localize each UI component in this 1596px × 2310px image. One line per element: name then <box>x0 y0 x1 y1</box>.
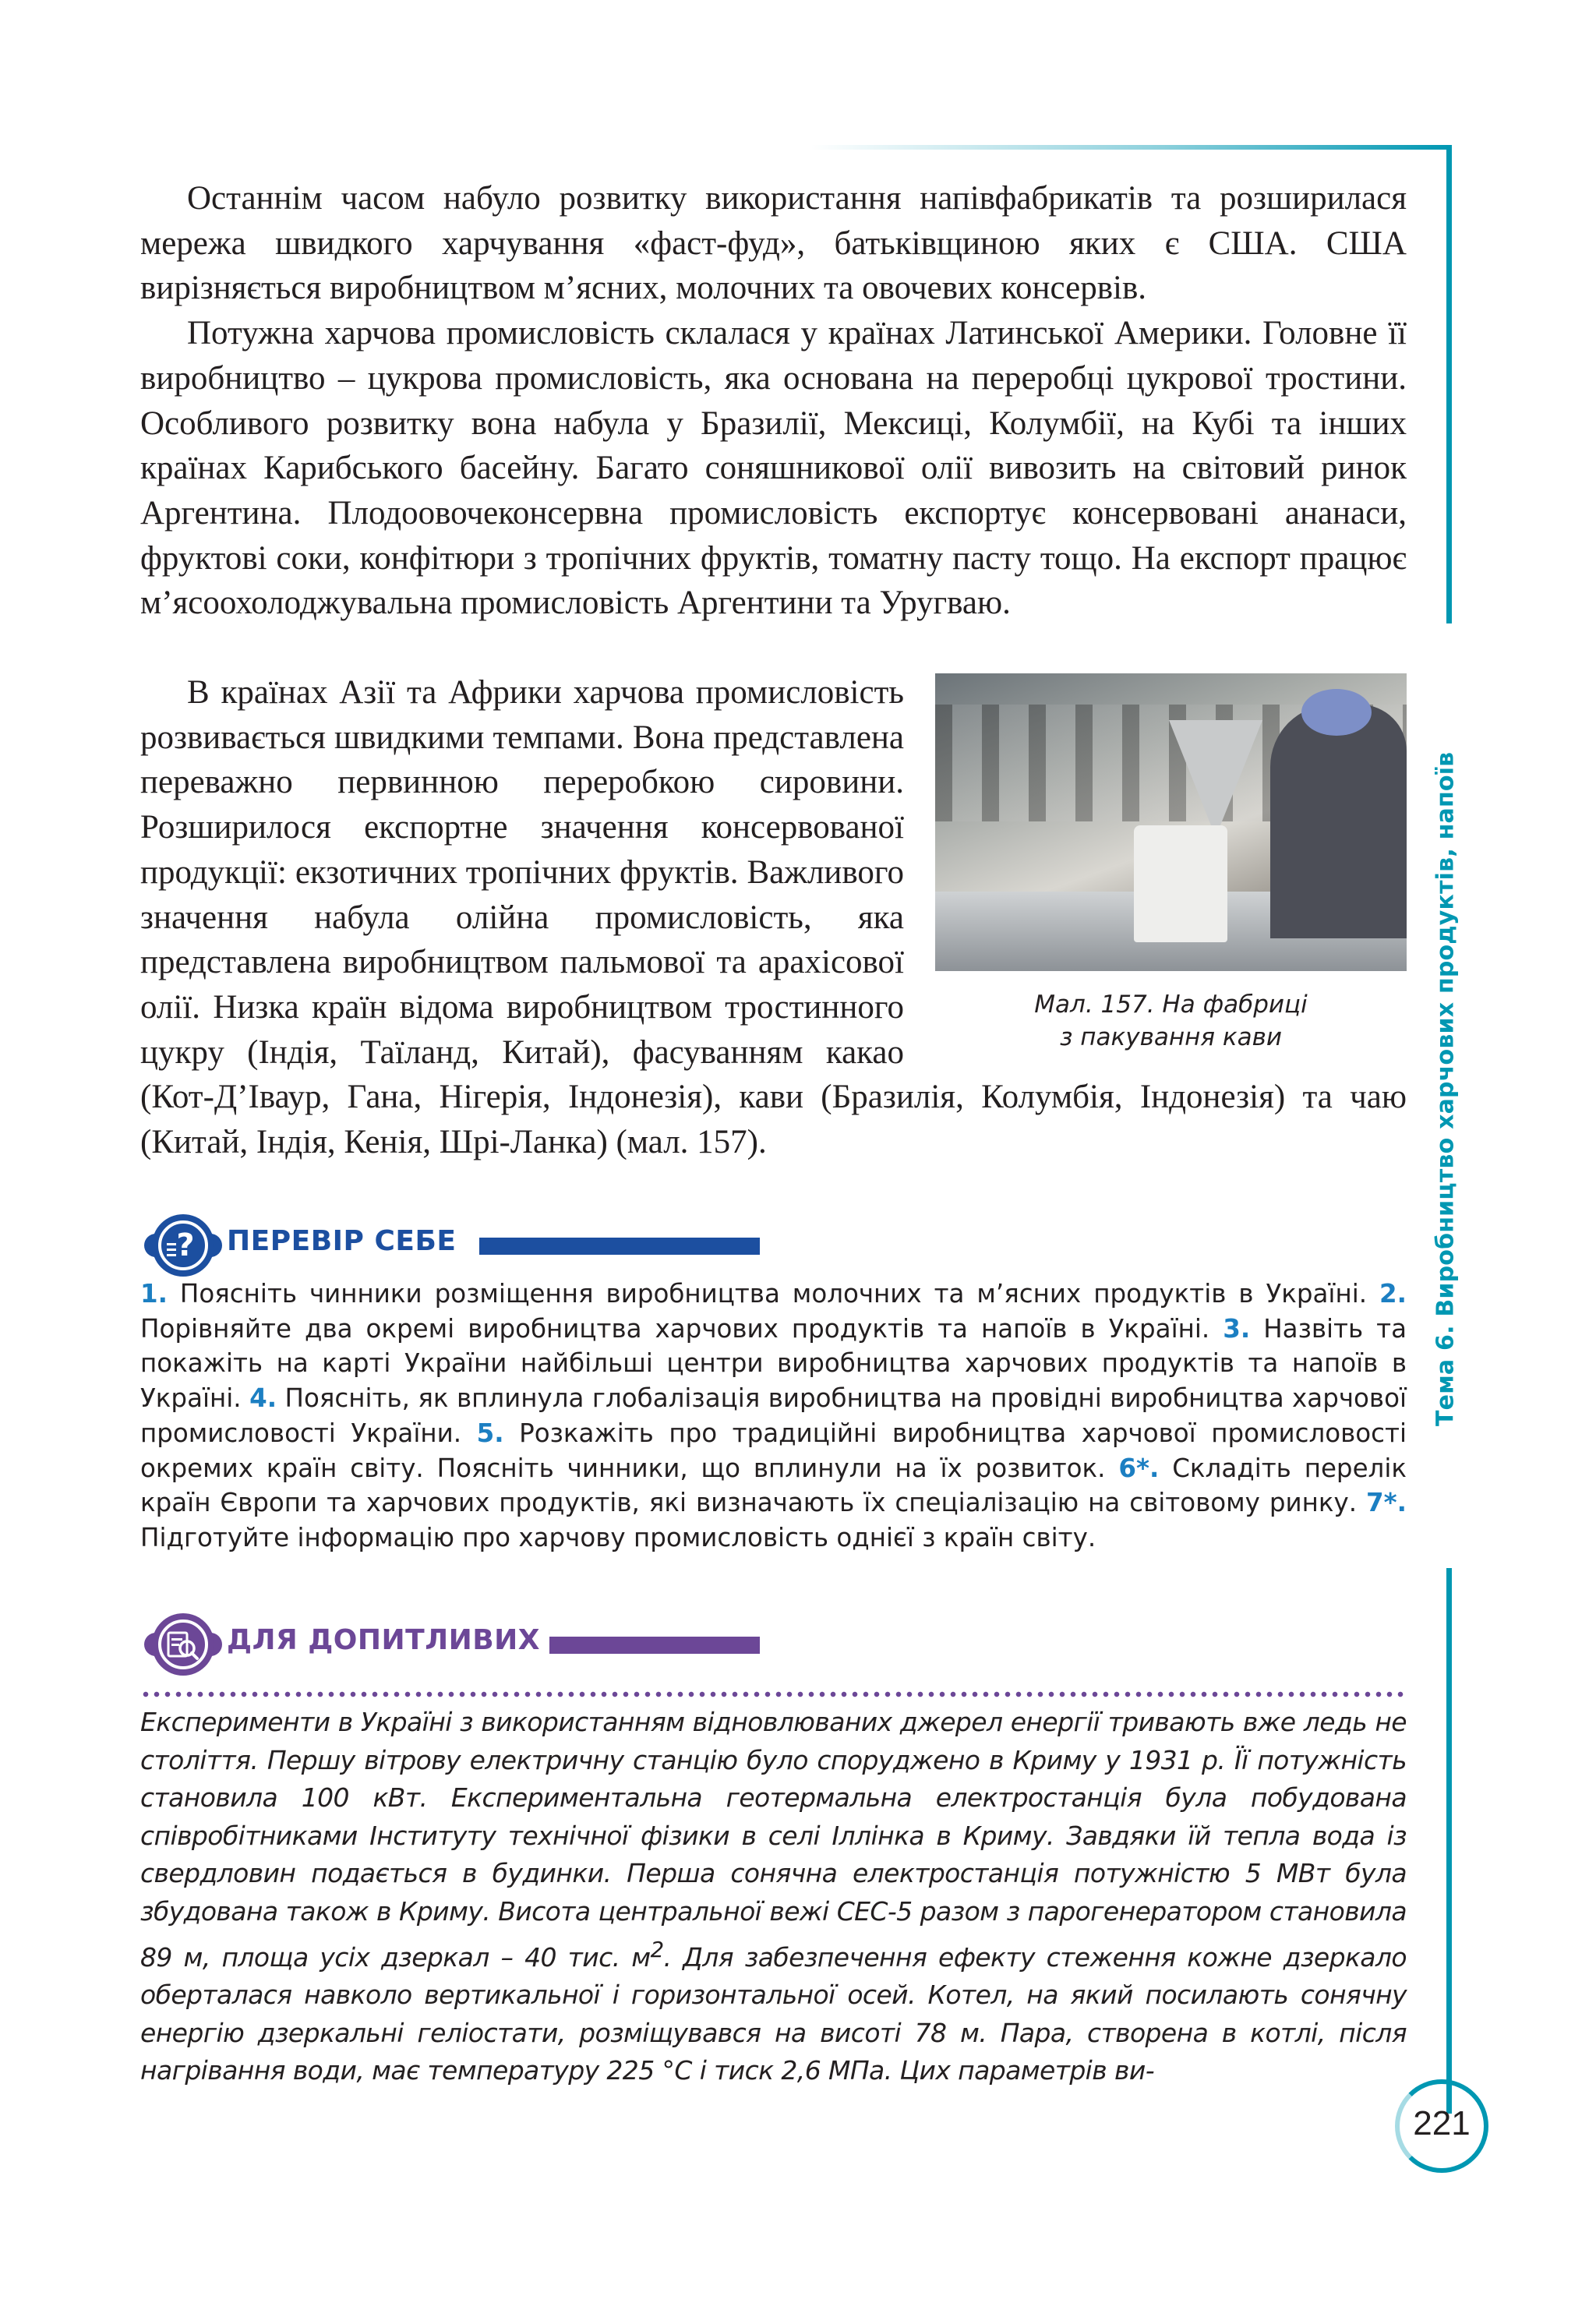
question-text: Назвіть та покажіть на карті України найбільші центри виробництва харчових продуктів та напоїв в Україні. <box>140 1313 1407 1414</box>
check-header-rule <box>479 1238 760 1255</box>
question-number: 6*. <box>1118 1453 1160 1483</box>
figure-caption <box>935 988 1407 1054</box>
question-number: 1. <box>140 1279 168 1309</box>
check-questions <box>140 1277 1407 1556</box>
top-decorative-line <box>810 145 1449 150</box>
check-yourself-title: ПЕРЕВІР СЕБЕ <box>227 1225 457 1257</box>
question-text: Поясніть, як вплинула глобалізація виробництва на провідні виробництва харчової промисловості України. <box>140 1383 1407 1448</box>
question-text: Порівняйте два окремі виробництва харчових продуктів та напоїв в Україні. <box>140 1313 1210 1344</box>
side-decorative-line-bottom <box>1446 1568 1452 2114</box>
paragraph-2: Потужна харчова промисловість склалася у країнах Латинської Америки. Головне її виробництво – цукрова промисловість, яка основана на переробці цукрової тростини. Особливого розвитку вона набула у Бразилії, Мексиці, Колумбії, на Кубі та інших країнах Карибського басейну. Багато соняшникової олії вивозить на світовий ринок Аргентина. Плодоовочеконсервна промисловість експортує консервовані ананаси, фруктові соки, конфітюри з тропічних фруктів, томатну пасту тощо. На експорт працює м’ясоохолоджувальна промисловість Аргентини та Уругваю. <box>140 315 1407 622</box>
photo-worker-cap <box>1301 689 1372 736</box>
coffee-factory-photo <box>935 673 1407 971</box>
figure-caption-line-2: з пакування кави <box>1059 1023 1283 1051</box>
paragraph-3: В країнах Азії та Африки харчова промисловість розвивається швидкими темпами. Вона представлена переважно первинною переробкою сировини. Розширилося експортне значення консервованої продукції: екзотичних тропічних фруктів. Важливого значення набула олійна промисловість, яка представлена виробництвом пальмової та арахісової олії. Низка країн відома виробництвом тростинного цукру (Індія, Таїланд, Китай), фасуванням какао (Кот-Д’Іваур, Гана, Нігерія, Індонезія), кави (Бразилія, Колумбія, Індонезія) та чаю (Китай, Індія, Кенія, Шрі-Ланка) (мал. 157). <box>140 674 1407 1161</box>
dotted-separator <box>140 1691 1407 1697</box>
question-number: 5. <box>476 1418 504 1448</box>
for-curious-title: ДЛЯ ДОПИТЛИВИХ <box>227 1624 541 1656</box>
curious-text <box>140 1704 1407 2090</box>
side-decorative-line-top <box>1446 145 1452 623</box>
figure-157 <box>935 673 1407 1063</box>
question-number: 4. <box>249 1383 277 1414</box>
svg-text:?: ? <box>176 1227 195 1263</box>
curious-text-part-1: Експерименти в Україні з використанням відновлюваних джерел енергії тривають вже ледь не століття. Першу вітрову електричну станцію було споруджено в Криму у 1931 р. Її потужність становила 100 кВт. Експериментальна геотермальна електростанція була побудована співробітниками Інституту технічної фізики в селі Іллінка в Криму. Завдяки їй тепла вода із свердловин подається в будинки. Перша сонячна електростанція потужністю 5 МВт була збудована також в Криму. Висота центральної вежі СЕС-5 разом з парогенератором становила 89 м, площа усіх дзеркал – 40 тис. м <box>140 1707 1407 1973</box>
figure-caption-line-1: Мал. 157. На фабриці <box>1034 991 1308 1019</box>
paragraph-1: Останнім часом набуло розвитку використання напівфабрикатів та розширилася мережа швидкого харчування «фаст-фуд», батьківщиною яких є США. США вирізняється виробництвом м’ясних, молочних та овочевих консервів. <box>140 180 1407 307</box>
page-number: 221 <box>1413 2104 1471 2142</box>
question-text: Підготуйте інформацію про харчову промисловість однієї з країн світу. <box>140 1522 1096 1552</box>
question-number: 7*. <box>1366 1488 1407 1518</box>
question-number: 2. <box>1379 1279 1407 1309</box>
curious-header-rule <box>549 1637 760 1654</box>
check-yourself-header <box>152 1222 760 1269</box>
superscript-2: 2 <box>650 1937 664 1962</box>
curious-text-part-2: . Для забезпечення ефекту стеження кожне дзеркало оберталася навколо вертикальної і горизонтальної осей. Котел, на який посилають сонячну енергію дзеркальні геліостати, розміщувався на висоті 78 м. Пара, створена в котлі, після нагрівання води, має температуру 225 °С і тиск 2,6 МПа. Цих параметрів ви- <box>140 1941 1407 2086</box>
question-number: 3. <box>1223 1313 1251 1344</box>
question-icon <box>152 1214 214 1277</box>
magnifier-document-icon <box>152 1613 214 1676</box>
photo-coffee-bag <box>1134 825 1227 942</box>
photo-worker <box>1270 705 1407 938</box>
side-topic-title-text: Тема 6. Виробництво харчових продуктів, напоїв <box>1432 751 1460 1426</box>
figure-text-area <box>140 670 1407 1165</box>
question-text: Розкажіть про традиційні виробництва харчової промисловості окремих країн світу. Поясніть чинники, що вплинули на їх розвиток. <box>140 1418 1407 1483</box>
photo-funnel <box>1169 720 1262 837</box>
main-text <box>140 176 1407 626</box>
for-curious-header <box>152 1621 760 1668</box>
question-text: Складіть перелік країн Європи та харчових продуктів, які визначають їх спеціалізацію на світовому ринку. <box>140 1453 1407 1518</box>
question-text: Поясніть чинники розміщення виробництва молочних та м’ясних продуктів в Україні. <box>179 1279 1368 1309</box>
